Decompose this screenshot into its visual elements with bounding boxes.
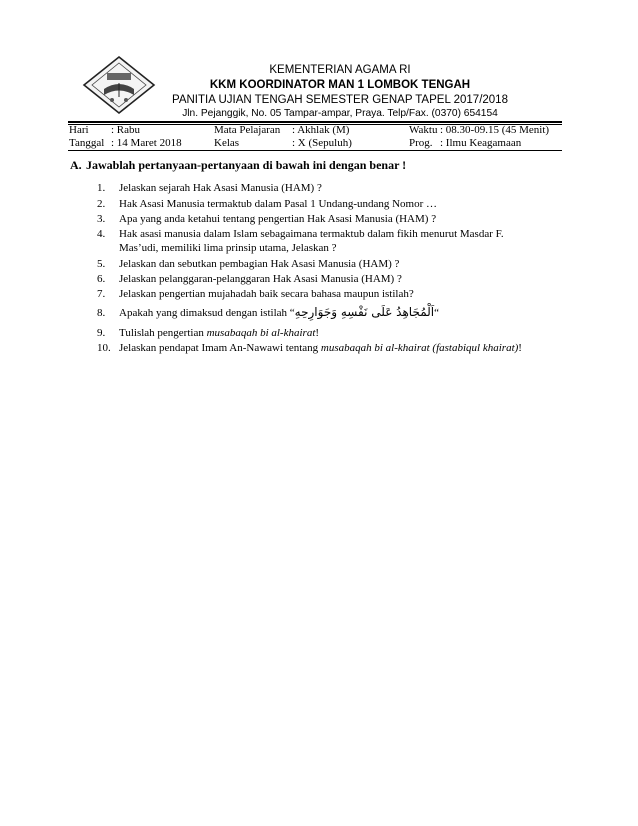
section-letter: A. xyxy=(70,158,82,172)
question-number: 7. xyxy=(97,288,106,300)
question-text-suffix: ! xyxy=(518,342,522,354)
question-number: 6. xyxy=(97,273,106,285)
question-number: 9. xyxy=(97,327,106,339)
question-number: 1. xyxy=(97,182,106,194)
question-text-suffix: “ xyxy=(434,307,440,319)
meta-hari-label: Hari xyxy=(69,124,89,136)
italic-term: musabaqah bi al-khairat xyxy=(206,327,316,339)
italic-term: musabaqah bi al-khairat (fastabiqul khairat) xyxy=(320,342,519,354)
question-number: 2. xyxy=(97,198,106,210)
meta-mapel-label: Mata Pelajaran xyxy=(214,124,281,136)
question-number: 5. xyxy=(97,258,106,270)
meta-kelas-label: Kelas xyxy=(214,137,240,149)
meta-waktu-value: : 08.30-09.15 (45 Menit) xyxy=(440,124,550,136)
question-text: Jelaskan sejarah Hak Asasi Manusia (HAM) ? xyxy=(119,182,322,194)
question-number: 3. xyxy=(97,213,106,225)
meta-hari-value: : Rabu xyxy=(111,124,141,136)
question-text: Jelaskan pengertian mujahadah baik secara bahasa maupun istilah? xyxy=(119,288,414,300)
question-number: 10. xyxy=(97,342,111,354)
meta-mapel-value: : Akhlak (M) xyxy=(292,124,350,136)
meta-prog-value: : Ilmu Keagamaan xyxy=(440,137,522,149)
arabic-term: اَلْمُجَاهِدُ عَلَى نَفْسِهِ وَجَوَارِحِهِ xyxy=(294,305,435,319)
question-text: Apa yang anda ketahui tentang pengertian Hak Asasi Manusia (HAM) ? xyxy=(119,213,437,225)
header-ministry: KEMENTERIAN AGAMA RI xyxy=(269,64,411,76)
question-text: Jelaskan pelanggaran-pelanggaran Hak Asasi Manusia (HAM) ? xyxy=(119,273,402,285)
meta-divider xyxy=(68,150,562,151)
question-text xyxy=(119,305,439,319)
question-text xyxy=(119,342,522,354)
meta-waktu-label: Waktu xyxy=(409,124,438,136)
header-address: Jln. Pejanggik, No. 05 Tampar-ampar, Praya. Telp/Fax. (0370) 654154 xyxy=(182,108,498,119)
meta-kelas-value: : X (Sepuluh) xyxy=(292,137,352,149)
question-text-prefix: Tulislah pengertian xyxy=(119,327,207,339)
header-divider-thick xyxy=(68,121,562,123)
question-text-prefix: Apakah yang dimaksud dengan istilah “ xyxy=(119,307,295,319)
meta-tanggal-label: Tanggal xyxy=(69,137,105,149)
question-text: Jelaskan dan sebutkan pembagian Hak Asasi Manusia (HAM) ? xyxy=(119,258,400,270)
meta-tanggal-value: : 14 Maret 2018 xyxy=(111,137,182,149)
question-text xyxy=(119,327,319,339)
question-text-continuation: Mas’udi, memiliki lima prinsip utama, Jelaskan ? xyxy=(119,242,337,254)
question-text: Hak Asasi Manusia termaktub dalam Pasal 1 Undang-undang Nomor … xyxy=(119,198,438,210)
header-kkm: KKM KOORDINATOR MAN 1 LOMBOK TENGAH xyxy=(209,79,471,91)
question-number: 8. xyxy=(97,307,106,319)
header-committee: PANITIA UJIAN TENGAH SEMESTER GENAP TAPEL 2017/2018 xyxy=(172,94,508,106)
instruction-text: Jawablah pertanyaan-pertanyaan di bawah ini dengan benar ! xyxy=(86,158,407,172)
meta-prog-label: Prog. xyxy=(409,137,433,149)
question-number: 4. xyxy=(97,228,106,240)
question-text: Hak asasi manusia dalam Islam sebagaimana termaktub dalam fikih menurut Masdar F. xyxy=(119,228,504,240)
question-text-prefix: Jelaskan pendapat Imam An-Nawawi tentang xyxy=(119,342,321,354)
section-instruction xyxy=(70,158,406,173)
question-text-suffix: ! xyxy=(315,327,320,339)
